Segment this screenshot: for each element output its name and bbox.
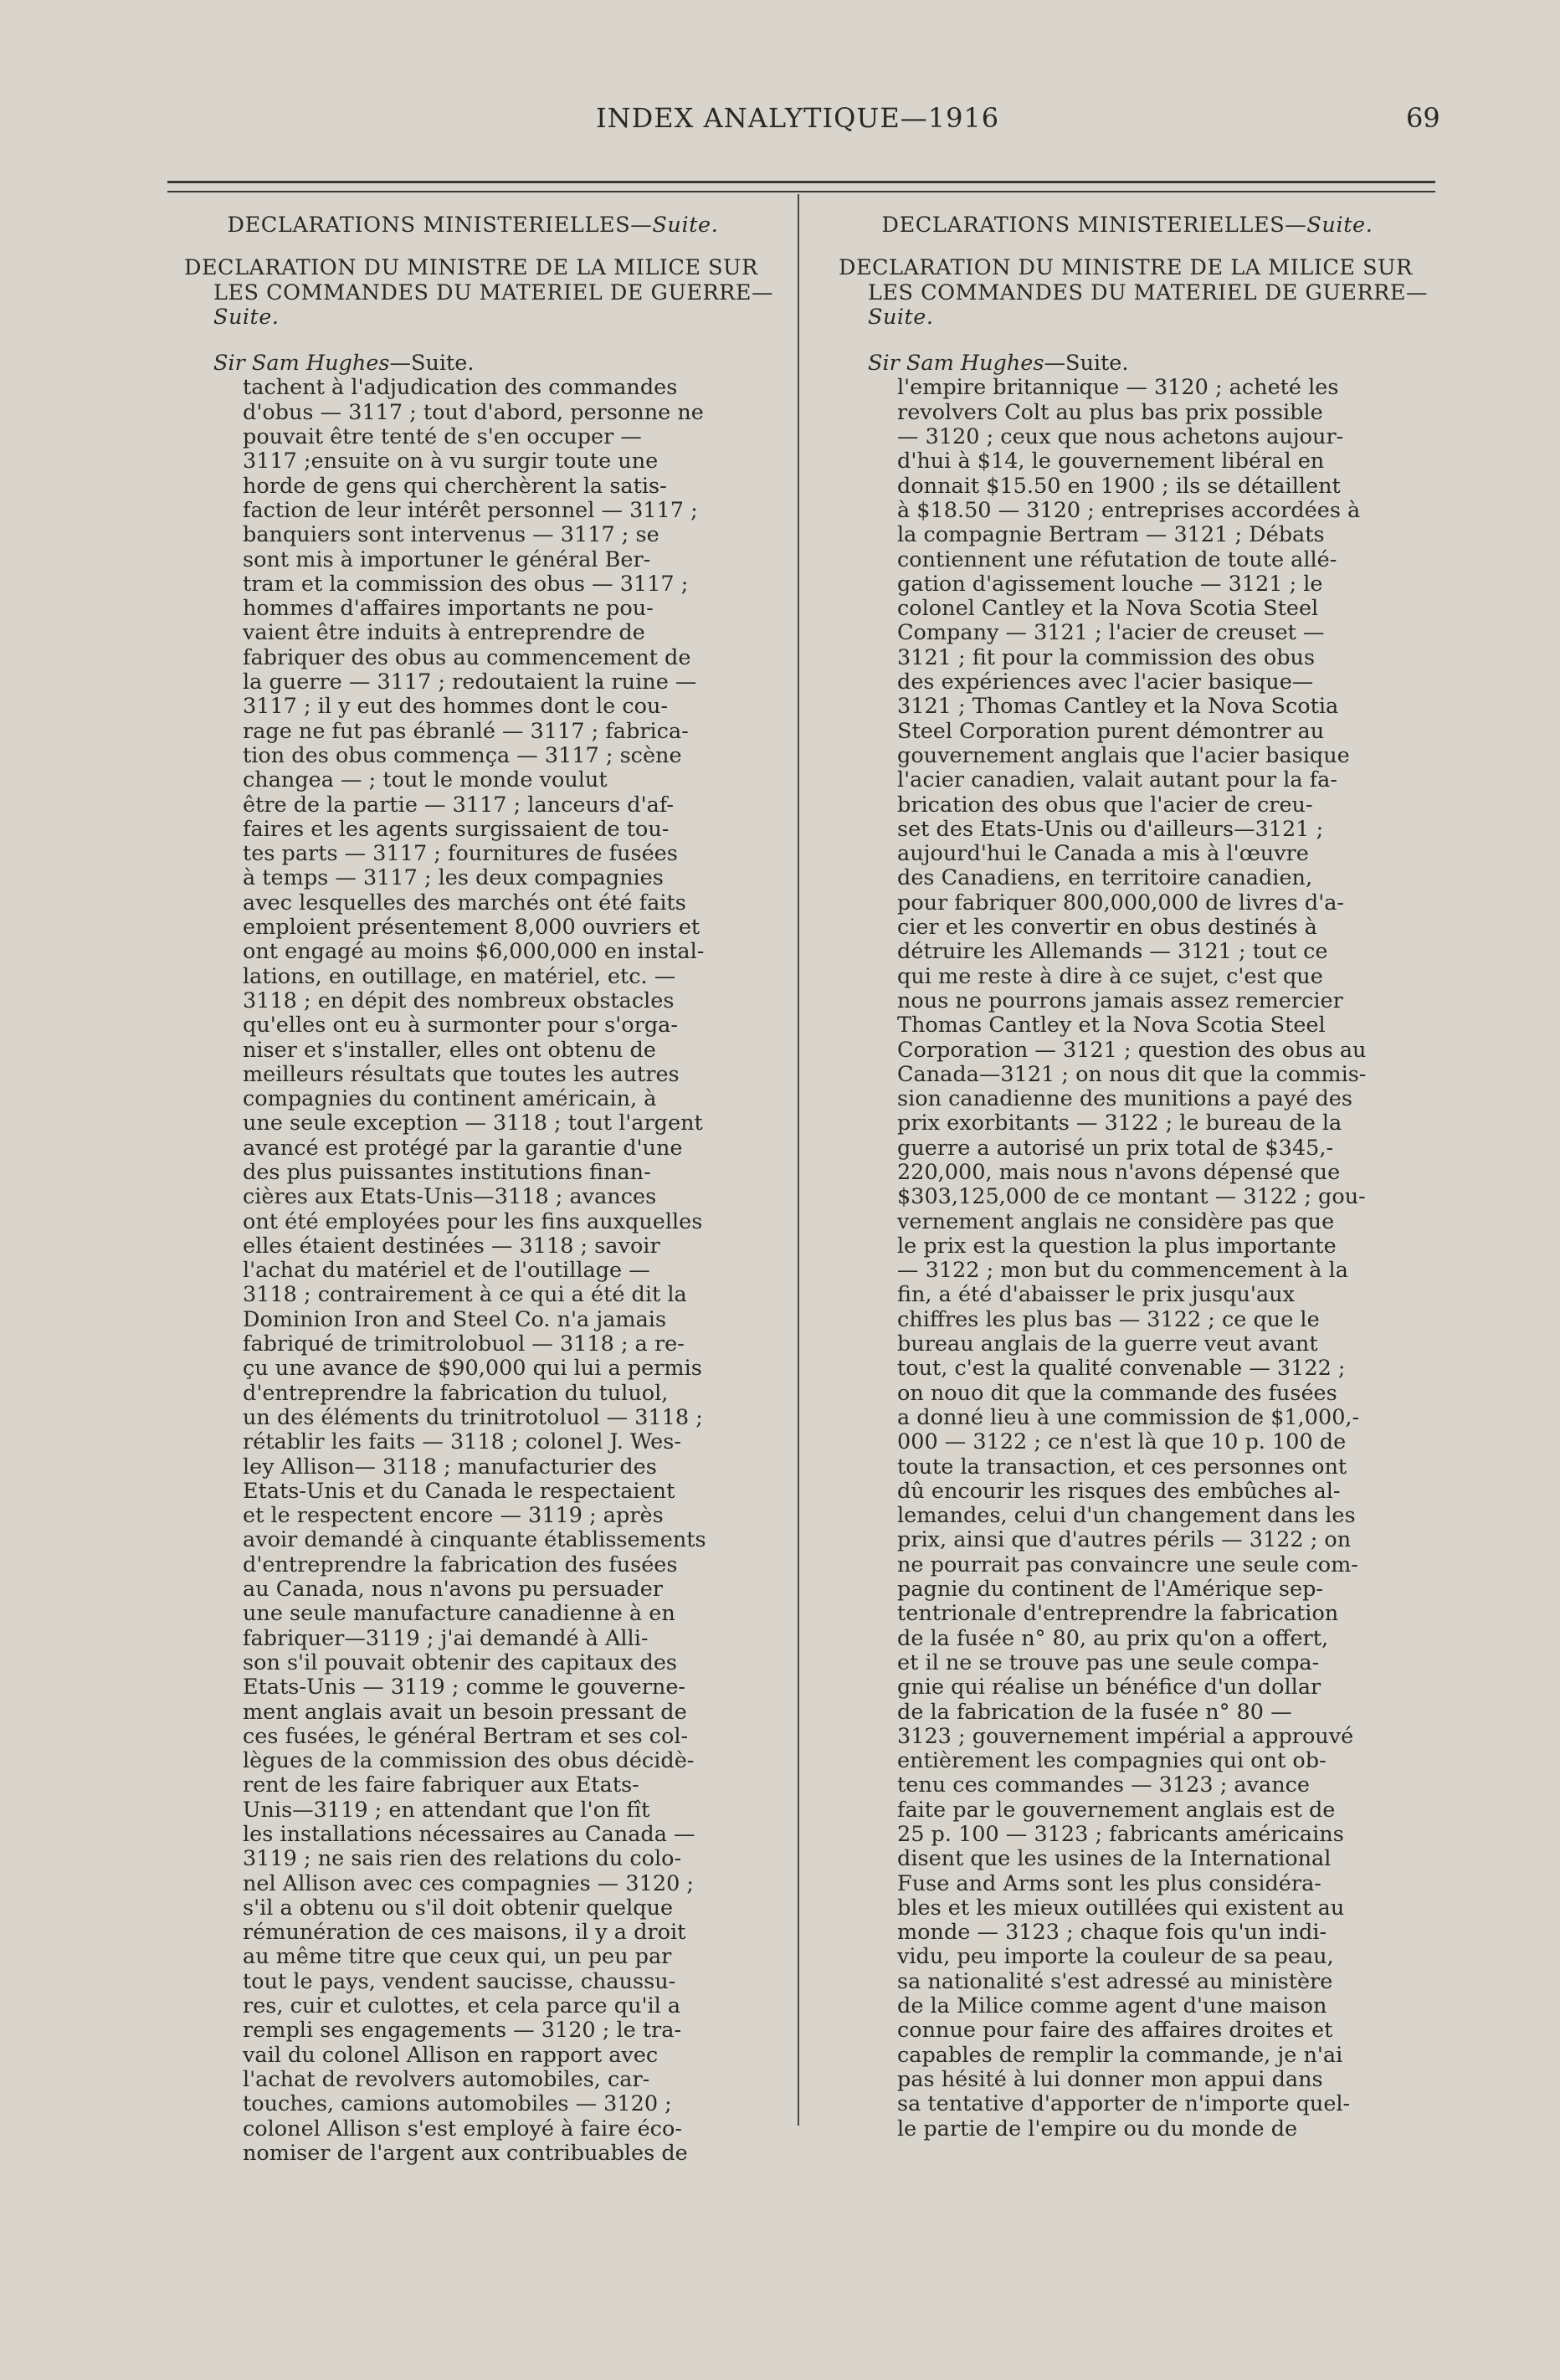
left-section-title: DECLARATIONS MINISTERIELLES—Suite. (227, 213, 719, 238)
right-column (809, 213, 1445, 2141)
header-rule-top (167, 181, 1435, 183)
right-section-title: DECLARATIONS MINISTERIELLES—Suite. (881, 213, 1373, 238)
running-title: INDEX ANALYTIQUE—1916 (596, 102, 1000, 134)
right-subsection-title: DECLARATION DU MINISTRE DE LA MILICE SUR LES COMMANDES DU MATERIEL DE GUERRE—Suite. (839, 255, 1428, 330)
right-entry-text: l'empire britannique — 3120 ; acheté les revolvers Colt au plus bas prix possible — 3120 ; ceux que nous achetons aujour- d'hui à $14, le gouvernement libéral en donnait $15.50 en 1900 ; ils se détaillent à $18.50 — 3120 ; entreprises accordées à la compagnie Bertram — 3121 ; Débats contiennent une réfutation de toute allé- gation d'agissement louche — 3121 ; le colonel Cantley et la Nova Scotia Steel Company — 3121 ; l'acier de creuset — 3121 ; fit pour la commission des obus des expériences avec l'acier basique— 3121 ; Thomas Cantley et la Nova Scotia Steel Corporation purent démontrer au gouvernement anglais que l'acier basique l'acier canadien, valait autant pour la fa- brication des obus que l'acier de creu- set des Etats-Unis ou d'ailleurs—3121 ; aujourd'hui le Canada a mis à l'œuvre des Canadiens, en territoire canadien, pour fabriquer 800,000,000 de livres d'a- cier et les convertir en obus destinés à détruire les Allemands — 3121 ; tout ce qui me reste à dire à ce sujet, c'est que nous ne pourrons jamais assez remercier Thomas Cantley et la Nova Scotia Steel Corporation — 3121 ; question des obus au Canada—3121 ; on nous dit que la commis- sion canadienne des munitions a payé des prix exorbitants — 3122 ; le bureau de la guerre a autorisé un prix total de $345,- 220,000, mais nous n'avons dépensé que $303,125,000 de ce montant — 3122 ; gou- vernement anglais ne considère pas que le prix est la question la plus importante — 3122 ; mon but du commencement à la fin, a été d'abaisser le prix jusqu'aux chiffres les plus bas — 3122 ; ce que le bureau anglais de la guerre veut avant tout, c'est la qualité convenable — 3122 ; on nouo dit que la commande des fusées a donné lieu à une commission de $1,000,- 000 — 3122 ; ce n'est là que 10 p. 100 de toute la transaction, et ces personnes ont dû encourir les risques des embûches al- lemandes, celui d'un changement dans les prix, ainsi que d'autres périls — 3122 ; on ne pourrait pas convaincre une seule com- pagnie du continent de l'Amérique sep- tentrionale d'entreprendre la fabrication de la fusée n° 80, au prix qu'on a offert, et il ne se trouve pas une seule compa- gnie qui réalise un bénéfice d'un dollar de la fabrication de la fusée n° 80 — 3123 ; gouvernement impérial a approuvé entièrement les compagnies qui ont ob- tenu ces commandes — 3123 ; avance faite par le gouvernement anglais est de 25 p. 100 — 3123 ; fabricants américains disent que les usines de la International Fuse and Arms sont les plus considéra- bles et les mieux outillées qui existent au monde — 3123 ; chaque fois qu'un indi- vidu, peu importe la couleur de sa peau, sa nationalité s'est adressé au ministère de la Milice comme agent d'une maison connue pour faire des affaires droites et capables de remplir la commande, je n'ai pas hésité à lui donner mon appui dans sa tentative d'apporter de n'importe quel- le partie de l'empire ou du monde de (897, 375, 1367, 2141)
right-speaker: Sir Sam Hughes—Suite. (868, 351, 1129, 377)
page-number: 69 (1406, 102, 1440, 134)
left-subsection-title: DECLARATION DU MINISTRE DE LA MILICE SUR LES COMMANDES DU MATERIEL DE GUERRE—Suite. (184, 255, 773, 330)
column-divider (798, 194, 799, 2126)
left-column (155, 213, 791, 2166)
left-entry-text: tachent à l'adjudication des commandes d'obus — 3117 ; tout d'abord, personne ne pouvait être tenté de s'en occuper — 3117 ;ensuite on à vu surgir toute une horde de gens qui cherchèrent la satis- faction de leur intérêt personnel — 3117 ; banquiers sont intervenus — 3117 ; se sont mis à importuner le général Ber- tram et la commission des obus — 3117 ; hommes d'affaires importants ne pou- vaient être induits à entreprendre de fabriquer des obus au commencement de la guerre — 3117 ; redoutaient la ruine — 3117 ; il y eut des hommes dont le cou- rage ne fut pas ébranlé — 3117 ; fabrica- tion des obus commença — 3117 ; scène changea — ; tout le monde voulut être de la partie — 3117 ; lanceurs d'af- faires et les agents surgissaient de tou- tes parts — 3117 ; fournitures de fusées à temps — 3117 ; les deux compagnies avec lesquelles des marchés ont été faits emploient présentement 8,000 ouvriers et ont engagé au moins $6,000,000 en instal- lations, en outillage, en matériel, etc. — 3118 ; en dépit des nombreux obstacles qu'elles ont eu à surmonter pour s'orga- niser et s'installer, elles ont obtenu de meilleurs résultats que toutes les autres compagnies du continent américain, à une seule exception — 3118 ; tout l'argent avancé est protégé par la garantie d'une des plus puissantes institutions finan- cières aux Etats-Unis—3118 ; avances ont été employées pour les fins auxquelles elles étaient destinées — 3118 ; savoir l'achat du matériel et de l'outillage — 3118 ; contrairement à ce qui a été dit la Dominion Iron and Steel Co. n'a jamais fabriqué de trimitrolobuol — 3118 ; a re- çu une avance de $90,000 qui lui a permis d'entreprendre la fabrication du tuluol, un des éléments du trinitrotoluol — 3118 ; rétablir les faits — 3118 ; colonel J. Wes- ley Allison— 3118 ; manufacturier des Etats-Unis et du Canada le respectaient et le respectent encore — 3119 ; après avoir demandé à cinquante établissements d'entreprendre la fabrication des fusées au Canada, nous n'avons pu persuader une seule manufacture canadienne à en fabriquer—3119 ; j'ai demandé à Alli- son s'il pouvait obtenir des capitaux des Etats-Unis — 3119 ; comme le gouverne- ment anglais avait un besoin pressant de ces fusées, le général Bertram et ses col- lègues de la commission des obus décidè- rent de les faire fabriquer aux Etats- Unis—3119 ; en attendant que l'on fît les installations nécessaires au Canada — 3119 ; ne sais rien des relations du colo- nel Allison avec ces compagnies — 3120 ; s'il a obtenu ou s'il doit obtenir quelque rémunération de ces maisons, il y a droit au même titre que ceux qui, un peu par tout le pays, vendent saucisse, chaussu- res, cuir et culottes, et cela parce qu'il a rempli ses engagements — 3120 ; le tra- vail du colonel Allison en rapport avec l'achat de revolvers automobiles, car- touches, camions automobiles — 3120 ; colonel Allison s'est employé à faire éco- nomiser de l'argent aux contribuables de (243, 375, 706, 2166)
header-rule-bottom (167, 191, 1435, 192)
left-speaker: Sir Sam Hughes—Suite. (213, 351, 475, 377)
